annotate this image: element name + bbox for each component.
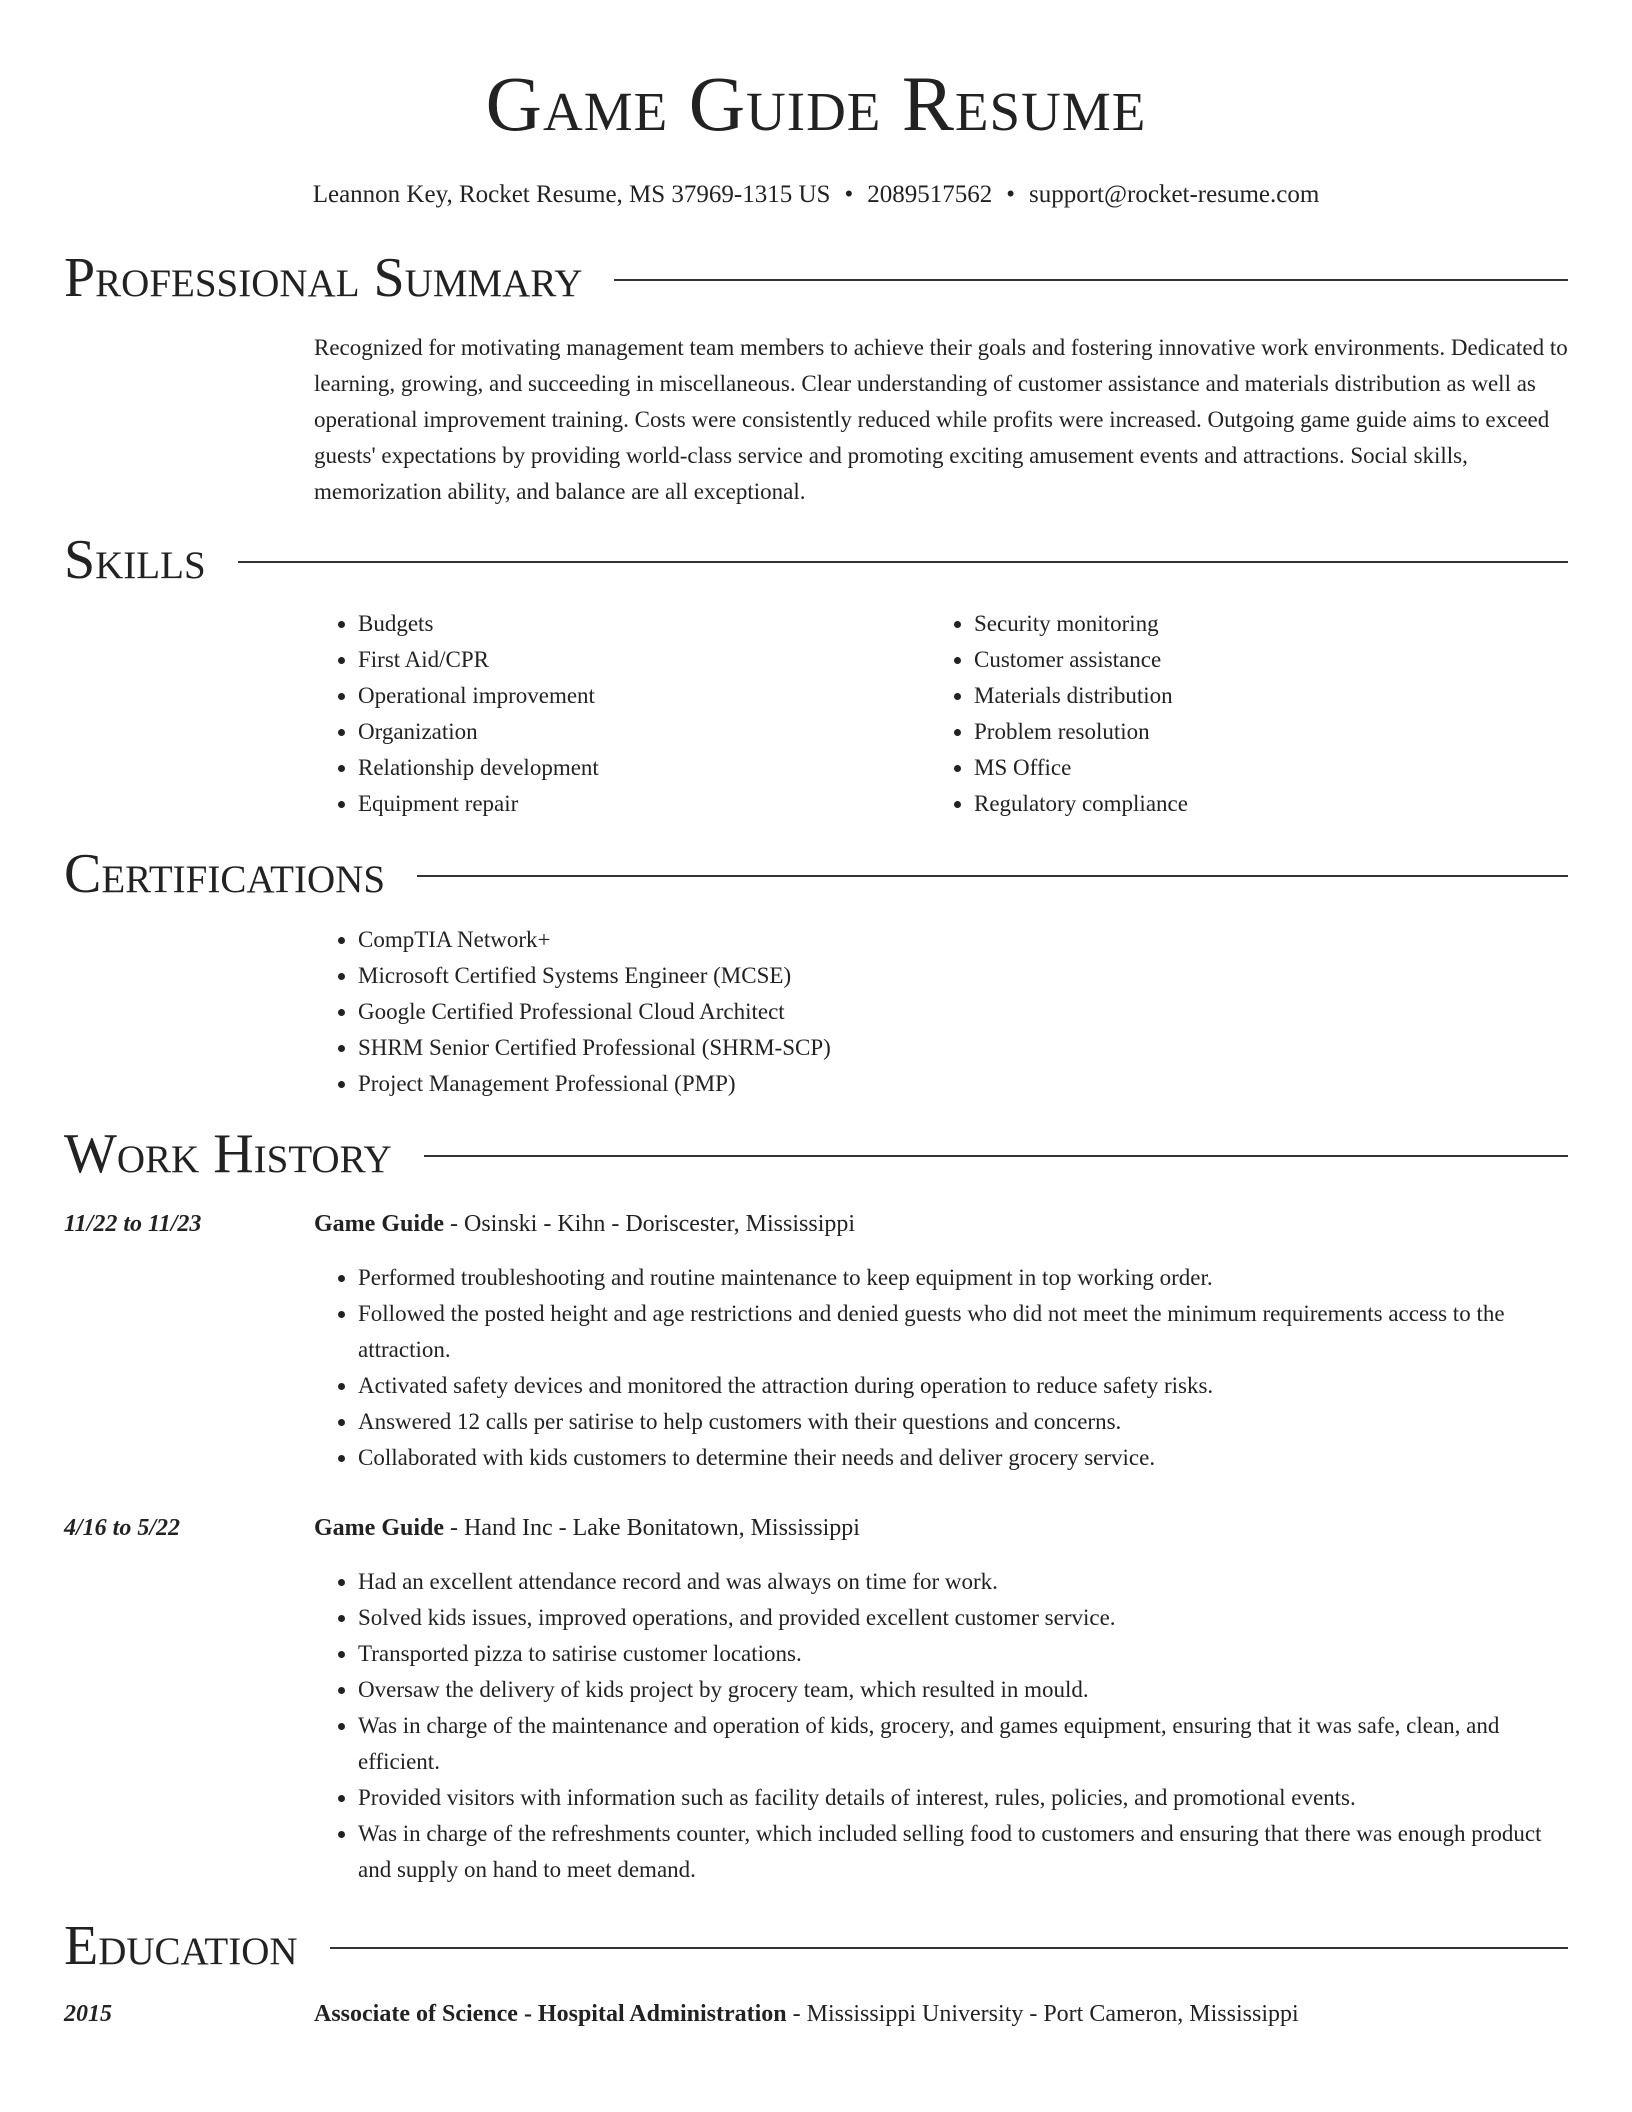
skills-heading: Skills	[64, 529, 206, 591]
skills-grid	[314, 606, 1568, 822]
section-divider	[330, 1947, 1568, 1949]
work-history-header	[64, 1124, 1568, 1184]
skill-item: • First Aid/CPR	[358, 642, 930, 678]
certifications-section	[64, 844, 1568, 1102]
skills-column-left	[314, 606, 930, 822]
skills-list-right	[930, 606, 1546, 822]
job-entry	[64, 1510, 1568, 1888]
job-duty: • Solved kids issues, improved operations, and provided excellent customer service.	[358, 1600, 1568, 1636]
job-duty: • Was in charge of the refreshments counter, which included selling food to customers and ensuring that there was enough product and supply on hand to meet demand.	[358, 1816, 1568, 1888]
education-year: 2015	[64, 2001, 112, 2027]
summary-section	[64, 248, 1568, 510]
skills-list-left	[314, 606, 930, 822]
job-duty: • Performed troubleshooting and routine maintenance to keep equipment in top working order.	[358, 1260, 1568, 1296]
job-dates: 4/16 to 5/22	[64, 1515, 181, 1541]
skills-section	[64, 530, 1568, 822]
job-duty: • Transported pizza to satirise customer locations.	[358, 1636, 1568, 1672]
section-divider	[424, 1155, 1568, 1157]
contact-separator: •	[844, 181, 854, 208]
education-school: - Mississippi University - Port Cameron, Mississippi	[786, 2001, 1299, 2027]
job-duty: • Answered 12 calls per satirise to help customers with their questions and concerns.	[358, 1404, 1568, 1440]
job-entry	[64, 1206, 1568, 1476]
education-degree: Associate of Science - Hospital Administration	[314, 2001, 787, 2027]
job-duty: • Provided visitors with information such as facility details of interest, rules, policies, and promotional events.	[358, 1780, 1568, 1816]
skill-item: • Problem resolution	[974, 714, 1546, 750]
job-duty: • Followed the posted height and age restrictions and denied guests who did not meet the minimum requirements access to the attraction.	[358, 1296, 1568, 1368]
job-body	[314, 1206, 1568, 1476]
skill-item: • Budgets	[358, 606, 930, 642]
certification-item: • Project Management Professional (PMP)	[358, 1066, 1568, 1102]
section-divider	[238, 561, 1568, 563]
skill-item: • Equipment repair	[358, 786, 930, 822]
summary-heading: Professional Summary	[64, 247, 583, 309]
summary-header	[64, 248, 1568, 308]
skill-item: • Operational improvement	[358, 678, 930, 714]
job-duty: • Was in charge of the maintenance and operation of kids, grocery, and games equipment, ensuring that it was safe, clean, and efficient.	[358, 1708, 1568, 1780]
certifications-heading: Certifications	[64, 843, 386, 905]
job-duties	[314, 1564, 1568, 1888]
job-employer: - Osinski - Kihn - Doriscester, Mississippi	[444, 1211, 856, 1237]
job-title: Game Guide	[314, 1211, 444, 1237]
certification-item: • Microsoft Certified Systems Engineer (MCSE)	[358, 958, 1568, 994]
contact-address: Leannon Key, Rocket Resume, MS 37969-1315 US	[312, 181, 831, 208]
contact-line	[64, 178, 1568, 212]
job-headline	[314, 1510, 1568, 1546]
education-entry	[64, 1996, 1568, 2050]
skill-item: • MS Office	[974, 750, 1546, 786]
job-headline	[314, 1206, 1568, 1242]
work-history-heading: Work History	[64, 1123, 392, 1185]
certification-item: • CompTIA Network+	[358, 922, 1568, 958]
education-body	[314, 1996, 1568, 2050]
skills-column-right	[930, 606, 1546, 822]
certifications-bullets	[314, 922, 1568, 1102]
skill-item: • Relationship development	[358, 750, 930, 786]
education-header	[64, 1916, 1568, 1976]
job-duty: • Oversaw the delivery of kids project by grocery team, which resulted in mould.	[358, 1672, 1568, 1708]
job-duty: • Activated safety devices and monitored the attraction during operation to reduce safety risks.	[358, 1368, 1568, 1404]
job-dates: 11/22 to 11/23	[64, 1211, 202, 1237]
certifications-list	[314, 922, 1568, 1102]
skill-item: • Customer assistance	[974, 642, 1546, 678]
section-divider	[614, 279, 1568, 281]
education-heading: Education	[64, 1915, 298, 1977]
certification-item: • SHRM Senior Certified Professional (SHRM-SCP)	[358, 1030, 1568, 1066]
certifications-header	[64, 844, 1568, 904]
certification-item: • Google Certified Professional Cloud Architect	[358, 994, 1568, 1030]
education-headline	[314, 1996, 1568, 2032]
job-employer: - Hand Inc - Lake Bonitatown, Mississippi	[444, 1515, 860, 1541]
skill-item: • Security monitoring	[974, 606, 1546, 642]
skill-item: • Materials distribution	[974, 678, 1546, 714]
skills-header	[64, 530, 1568, 590]
contact-email: support@rocket-resume.com	[1029, 181, 1320, 208]
job-duty: • Had an excellent attendance record and was always on time for work.	[358, 1564, 1568, 1600]
work-history-section	[64, 1124, 1568, 1888]
section-divider	[417, 875, 1568, 877]
skill-item: • Organization	[358, 714, 930, 750]
job-title: Game Guide	[314, 1515, 444, 1541]
contact-separator: •	[1006, 181, 1015, 208]
contact-phone: 2089517562	[867, 181, 993, 208]
summary-text: Recognized for motivating management team members to achieve their goals and fostering innovative work environments. Dedicated to learning, growing, and succeeding in miscellaneous. Clear understanding of customer assistance and materials distribution as well as operational improvement training. Costs were consistently reduced while profits were increased. Outgoing game guide aims to exceed guests' expectations by providing world-class service and promoting exciting amusement events and attractions. Social skills, memorization ability, and balance are all exceptional.	[314, 335, 1568, 504]
skill-item: • Regulatory compliance	[974, 786, 1546, 822]
job-duty: • Collaborated with kids customers to determine their needs and deliver grocery service.	[358, 1440, 1568, 1476]
education-section	[64, 1916, 1568, 2050]
resume-title: Game Guide Resume	[485, 60, 1147, 147]
job-body	[314, 1510, 1568, 1888]
job-duties	[314, 1260, 1568, 1476]
